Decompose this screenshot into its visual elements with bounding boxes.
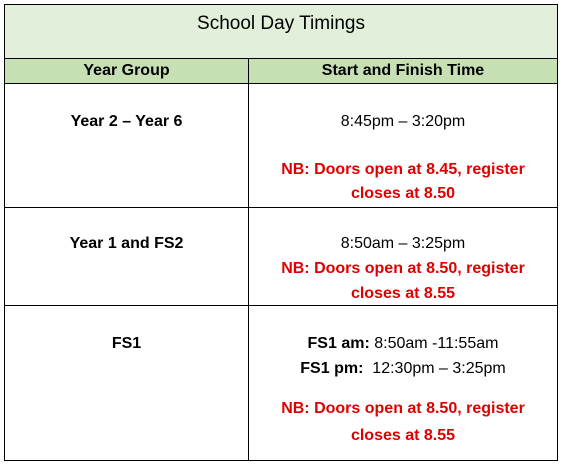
header-start-finish: Start and Finish Time — [321, 62, 485, 79]
note-line-1: NB: Doors open at 8.45, register — [281, 161, 525, 178]
header-cell-year-group — [5, 59, 249, 83]
table-row — [5, 306, 557, 460]
year-group-cell — [5, 306, 249, 460]
year-group-label: Year 1 and FS2 — [69, 235, 184, 252]
year-group-cell — [5, 208, 249, 305]
table-row — [5, 84, 557, 208]
timings-table — [4, 4, 558, 461]
fs1-pm-line — [249, 360, 557, 378]
fs1-pm-label: FS1 pm: — [300, 360, 364, 377]
time-cell — [249, 306, 557, 460]
time-cell — [249, 208, 557, 305]
year-group-cell — [5, 84, 249, 207]
note-line-2: closes at 8.55 — [350, 285, 456, 302]
fs1-pm-time: 12:30pm – 3:25pm — [363, 360, 506, 377]
year-group-label: Year 2 – Year 6 — [70, 113, 183, 130]
fs1-am-time: 8:50am -11:55am — [369, 335, 499, 352]
time-range: 8:45pm – 3:20pm — [340, 113, 466, 130]
year-group-label: FS1 — [111, 335, 142, 352]
note-line-2: closes at 8.55 — [350, 427, 456, 444]
time-range: 8:50am – 3:25pm — [340, 235, 466, 252]
note-line-1: NB: Doors open at 8.50, register — [281, 400, 525, 417]
fs1-am-line — [249, 335, 557, 353]
table-header-row — [5, 59, 557, 84]
table-title-row — [5, 5, 557, 59]
header-cell-start-finish — [249, 59, 557, 83]
note-line-2: closes at 8.50 — [350, 185, 456, 202]
table-row — [5, 208, 557, 306]
note-line-1: NB: Doors open at 8.50, register — [281, 260, 525, 277]
table-title: School Day Timings — [197, 13, 365, 34]
time-cell — [249, 84, 557, 207]
header-year-group: Year Group — [83, 62, 170, 79]
fs1-am-label: FS1 am: — [307, 335, 370, 352]
